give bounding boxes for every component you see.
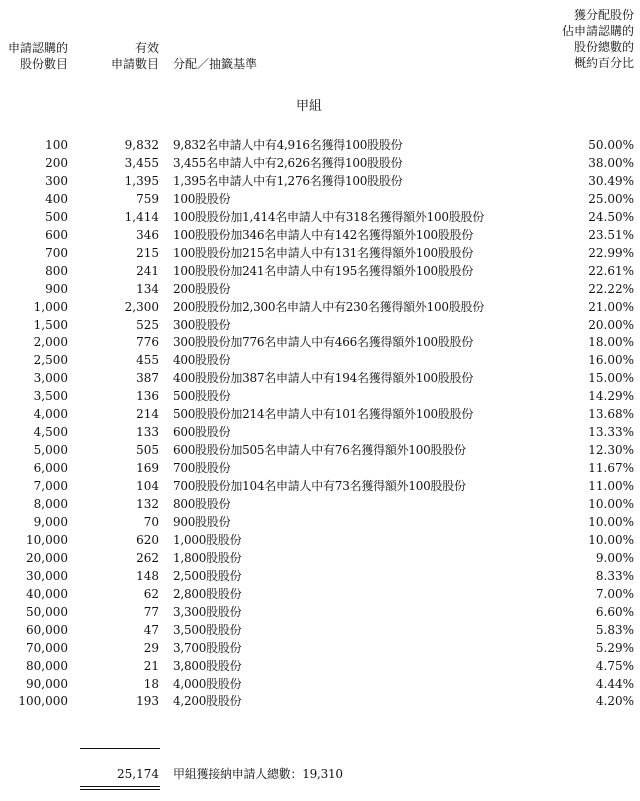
percentage-cell: 4.20% (595, 694, 634, 709)
valid-applications-cell: 620 (136, 532, 159, 547)
percentage-cell: 13.33% (588, 425, 634, 440)
shares-applied-cell: 1,000 (33, 299, 68, 314)
allocation-basis-cell: 600股股份加505名申請人中有76名獲得額外100股股份 (173, 443, 466, 458)
shares-applied-cell: 200 (45, 155, 68, 170)
percentage-cell: 5.83% (595, 622, 634, 637)
shares-applied-cell: 6,000 (33, 461, 68, 476)
allocation-basis-cell: 100股股份加346名申請人中有142名獲得額外100股股份 (173, 227, 474, 242)
shares-applied-cell: 90,000 (26, 676, 68, 691)
allocation-basis-cell: 100股股份 (173, 191, 231, 206)
shares-applied-cell: 20,000 (26, 550, 68, 565)
shares-applied-cell: 1,500 (33, 317, 68, 332)
percentage-cell: 30.49% (588, 173, 634, 188)
table-row (0, 622, 640, 639)
shares-applied-cell: 300 (45, 173, 68, 188)
percentage-cell: 22.22% (588, 281, 634, 296)
valid-applications-cell: 3,455 (124, 155, 159, 170)
header-shares-line-2: 股份數目 (19, 57, 68, 71)
valid-applications-cell: 169 (136, 461, 159, 476)
table-row (0, 604, 640, 621)
valid-applications-cell: 387 (136, 371, 159, 386)
allocation-basis-cell: 4,200股股份 (173, 694, 242, 709)
shares-applied-cell: 80,000 (26, 658, 68, 673)
table-row (0, 478, 640, 495)
allocation-basis-cell: 3,700股股份 (173, 640, 242, 655)
percentage-cell: 14.29% (588, 389, 634, 404)
percentage-cell: 20.00% (588, 317, 634, 332)
shares-applied-cell: 2,000 (33, 335, 68, 350)
allocation-basis-cell: 3,800股股份 (173, 658, 242, 673)
shares-applied-cell: 5,000 (33, 443, 68, 458)
valid-applications-cell: 346 (136, 227, 159, 242)
shares-applied-cell: 4,500 (33, 425, 68, 440)
valid-applications-cell: 134 (136, 281, 159, 296)
table-row (0, 245, 640, 262)
shares-applied-cell: 70,000 (26, 640, 68, 655)
table-row (0, 550, 640, 567)
valid-applications-cell: 104 (136, 479, 159, 494)
subtotal-rule (80, 748, 160, 749)
table-row (0, 442, 640, 459)
allocation-basis-cell: 500股股份 (173, 389, 231, 404)
percentage-cell: 9.00% (595, 550, 634, 565)
table-row (0, 693, 640, 710)
percentage-cell: 11.00% (588, 479, 634, 494)
double-rule-top (80, 786, 160, 787)
table-row (0, 424, 640, 441)
table-row (0, 496, 640, 513)
accepted-applicants-total: 甲組獲接納申請人總數：19,310 (173, 767, 343, 781)
table-row (0, 640, 640, 657)
table-row (0, 586, 640, 603)
table-row (0, 568, 640, 585)
valid-applications-cell: 21 (143, 658, 159, 673)
allocation-basis-cell: 9,832名申請人中有4,916名獲得100股股份 (173, 138, 403, 152)
table-row (0, 334, 640, 351)
shares-applied-cell: 8,000 (33, 497, 68, 511)
allocation-basis-cell: 500股股份加214名申請人中有101名獲得額外100股股份 (173, 407, 474, 422)
allocation-basis-cell: 900股股份 (173, 514, 231, 529)
valid-applications-cell: 455 (136, 353, 159, 368)
percentage-cell: 6.60% (595, 604, 634, 619)
valid-total: 25,174 (117, 767, 159, 781)
allocation-basis-cell: 400股股份 (173, 353, 231, 368)
allocation-basis-cell: 2,800股股份 (173, 586, 242, 601)
valid-applications-cell: 47 (143, 622, 159, 637)
percentage-cell: 10.00% (588, 497, 634, 511)
header-valid-line-1: 有效 (134, 41, 159, 55)
valid-applications-cell: 9,832 (124, 138, 159, 152)
allocation-basis-cell: 3,500股股份 (173, 622, 242, 637)
valid-applications-cell: 505 (136, 443, 159, 458)
allocation-basis-cell: 200股股份 (173, 281, 231, 296)
valid-applications-cell: 148 (136, 568, 159, 583)
valid-applications-cell: 62 (143, 586, 159, 601)
allocation-basis-cell: 600股股份 (173, 425, 231, 440)
percentage-cell: 7.00% (595, 586, 634, 601)
valid-applications-cell: 262 (136, 550, 159, 565)
valid-applications-cell: 759 (136, 191, 159, 206)
allocation-basis-cell: 700股股份加104名申請人中有73名獲得額外100股股份 (173, 479, 466, 494)
shares-applied-cell: 500 (45, 209, 68, 224)
valid-applications-cell: 2,300 (124, 299, 159, 314)
shares-applied-cell: 3,000 (33, 371, 68, 386)
table-row (0, 263, 640, 280)
allocation-basis-cell: 300股股份 (173, 317, 231, 332)
allocation-basis-cell: 100股股份加215名申請人中有131名獲得額外100股股份 (173, 245, 474, 260)
header-valid-line-2: 申請數目 (110, 57, 159, 71)
percentage-cell: 50.00% (588, 138, 634, 152)
allocation-basis-cell: 200股股份加2,300名申請人中有230名獲得額外100股股份 (173, 299, 485, 314)
valid-applications-cell: 776 (136, 335, 159, 350)
shares-applied-cell: 10,000 (26, 532, 68, 547)
percentage-cell: 13.68% (588, 407, 634, 422)
percentage-cell: 22.99% (588, 245, 634, 260)
table-row (0, 370, 640, 387)
shares-applied-cell: 40,000 (26, 586, 68, 601)
valid-applications-cell: 525 (136, 317, 159, 332)
allocation-basis-cell: 3,455名申請人中有2,626名獲得100股股份 (173, 155, 403, 170)
table-row (0, 281, 640, 298)
shares-applied-cell: 600 (45, 227, 68, 242)
allocation-basis-cell: 800股股份 (173, 497, 231, 511)
table-row (0, 173, 640, 190)
valid-applications-cell: 18 (143, 676, 159, 691)
percentage-cell: 12.30% (588, 443, 634, 458)
valid-applications-cell: 136 (136, 389, 159, 404)
table-row (0, 532, 640, 549)
valid-applications-cell: 29 (143, 640, 159, 655)
percentage-cell: 15.00% (588, 371, 634, 386)
table-row (0, 460, 640, 477)
shares-applied-cell: 800 (45, 263, 68, 278)
percentage-cell: 25.00% (588, 191, 634, 206)
table-row (0, 191, 640, 208)
valid-applications-cell: 215 (136, 245, 159, 260)
shares-applied-cell: 700 (45, 245, 68, 260)
percentage-cell: 21.00% (588, 299, 634, 314)
shares-applied-cell: 7,000 (33, 479, 68, 494)
percentage-cell: 24.50% (588, 209, 634, 224)
shares-applied-cell: 50,000 (26, 604, 68, 619)
shares-applied-cell: 30,000 (26, 568, 68, 583)
valid-applications-cell: 214 (136, 407, 159, 422)
allocation-basis-cell: 1,395名申請人中有1,276名獲得100股股份 (173, 173, 403, 188)
valid-applications-cell: 193 (136, 694, 159, 709)
shares-applied-cell: 100 (45, 138, 68, 152)
allocation-basis-cell: 4,000股股份 (173, 676, 242, 691)
shares-applied-cell: 100,000 (18, 694, 68, 709)
percentage-cell: 18.00% (588, 335, 634, 350)
table-row (0, 317, 640, 334)
percentage-cell: 5.29% (595, 640, 634, 655)
percentage-cell: 10.00% (588, 514, 634, 529)
percentage-cell: 4.75% (595, 658, 634, 673)
percentage-cell: 8.33% (595, 568, 634, 583)
allocation-basis-cell: 700股股份 (173, 461, 231, 476)
shares-applied-cell: 900 (45, 281, 68, 296)
table-row (0, 209, 640, 226)
percentage-cell: 23.51% (588, 227, 634, 242)
double-rule-bottom (80, 789, 160, 790)
allocation-basis-cell: 300股股份加776名申請人中有466名獲得額外100股股份 (173, 335, 474, 350)
table-row (0, 514, 640, 531)
percentage-cell: 10.00% (588, 532, 634, 547)
allocation-basis-cell: 1,000股股份 (173, 532, 242, 547)
table-row (0, 155, 640, 172)
percentage-cell: 11.67% (588, 461, 634, 476)
allocation-basis-cell: 2,500股股份 (173, 568, 242, 583)
valid-applications-cell: 77 (143, 604, 159, 619)
header-pct-line-1: 獲分配股份 (573, 8, 634, 22)
shares-applied-cell: 3,500 (33, 389, 68, 404)
percentage-cell: 16.00% (588, 353, 634, 368)
valid-applications-cell: 70 (143, 514, 159, 529)
allocation-basis-cell: 1,800股股份 (173, 550, 242, 565)
shares-applied-cell: 400 (45, 191, 68, 206)
header-pct-line-3: 股份總數的 (573, 40, 634, 54)
valid-applications-cell: 132 (136, 497, 159, 511)
valid-applications-cell: 1,414 (124, 209, 159, 224)
percentage-cell: 38.00% (588, 155, 634, 170)
table-row (0, 352, 640, 369)
header-pct-line-4: 概約百分比 (573, 56, 634, 70)
shares-applied-cell: 4,000 (33, 407, 68, 422)
table-row (0, 406, 640, 423)
total-row (0, 766, 640, 783)
shares-applied-cell: 9,000 (33, 514, 68, 529)
header-percentage (540, 7, 634, 71)
header-pct-line-2: 佔申請認購的 (561, 24, 634, 38)
percentage-cell: 22.61% (588, 263, 634, 278)
table-row (0, 137, 640, 154)
allocation-basis-cell: 3,300股股份 (173, 604, 242, 619)
valid-applications-cell: 133 (136, 425, 159, 440)
valid-applications-cell: 1,395 (124, 173, 159, 188)
header-shares-line-1: 申請認購的 (7, 41, 68, 55)
shares-applied-cell: 2,500 (33, 353, 68, 368)
table-row (0, 658, 640, 675)
table-row (0, 227, 640, 244)
header-basis: 分配／抽籤基準 (173, 57, 258, 71)
shares-applied-cell: 60,000 (26, 622, 68, 637)
table-row (0, 388, 640, 405)
table-row (0, 676, 640, 693)
allocation-basis-cell: 100股股份加241名申請人中有195名獲得額外100股股份 (173, 263, 474, 278)
header-valid-applications (85, 40, 159, 72)
valid-applications-cell: 241 (136, 263, 159, 278)
allocation-basis-cell: 400股股份加387名申請人中有194名獲得額外100股股份 (173, 371, 474, 386)
group-title: 甲組 (296, 99, 323, 114)
table-row (0, 299, 640, 316)
header-shares-applied (0, 40, 68, 72)
percentage-cell: 4.44% (595, 676, 634, 691)
allocation-basis-cell: 100股股份加1,414名申請人中有318名獲得額外100股股份 (173, 209, 485, 224)
